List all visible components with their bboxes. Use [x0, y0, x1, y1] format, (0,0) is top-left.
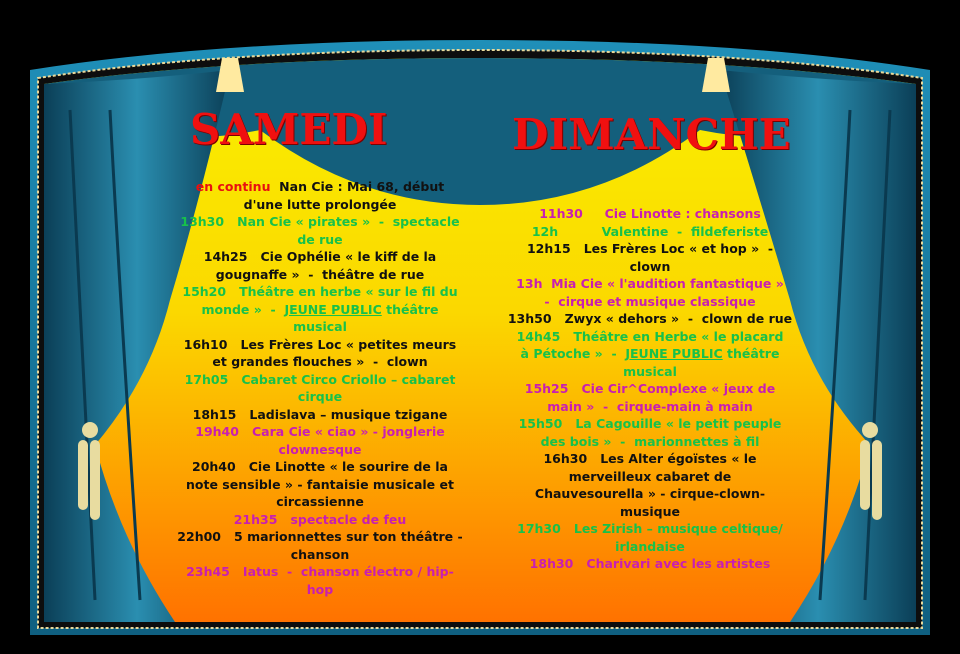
schedule-line: 13h50 Zwyx « dehors » - clown de rue: [507, 311, 793, 326]
schedule-line: [170, 301, 470, 319]
schedule-line: hop: [306, 581, 334, 597]
schedule-line: chanson: [290, 546, 350, 562]
schedule-line: 16h30 Les Alter égoïstes « le: [543, 451, 757, 466]
schedule-line-part: monde » -: [201, 301, 285, 317]
schedule-line: 14h25 Cie Ophélie « le kiff de la: [203, 249, 437, 264]
sunday-schedule: [490, 205, 810, 573]
schedule-line: musical: [623, 363, 677, 379]
saturday-title: SAMEDI: [190, 105, 388, 154]
schedule-line: musique: [620, 503, 680, 519]
schedule-line: 14h45 Théâtre en Herbe « le placard: [516, 328, 784, 344]
schedule-line: des bois » - marionnettes à fil: [540, 433, 760, 449]
schedule-line: [490, 345, 810, 363]
schedule-line: cirque: [297, 389, 343, 404]
schedule-line: 17h30 Les Zirish – musique celtique/: [517, 521, 783, 536]
schedule-line-part: à Pétoche » -: [520, 346, 626, 361]
schedule-line: 15h50 La Cagouille « le petit peuple: [518, 416, 782, 431]
schedule-line: 22h00 5 marionnettes sur ton théâtre -: [177, 529, 463, 544]
schedule-line: de rue: [297, 231, 343, 247]
schedule-line: - cirque et musique classique: [544, 293, 756, 309]
schedule-line: irlandaise: [615, 538, 685, 554]
schedule-line: note sensible » - fantaisie musicale et: [186, 476, 454, 492]
schedule-line: circassienne: [276, 494, 364, 509]
schedule-line: 15h25 Cie Cir^Complexe « jeux de: [524, 381, 776, 396]
schedule-line: 12h Valentine - fildeferiste: [531, 223, 769, 239]
schedule-line-part: JEUNE PUBLIC: [625, 346, 723, 361]
schedule-line: 17h05 Cabaret Circo Criollo – cabaret: [184, 371, 456, 387]
saturday-schedule: [170, 178, 470, 598]
schedule-line: main » - cirque-main à main: [547, 398, 753, 414]
schedule-line-part: Nan Cie : Mai 68, début: [270, 179, 445, 194]
schedule-line: 20h40 Cie Linotte « le sourire de la: [192, 459, 448, 474]
schedule-line: 11h30 Cie Linotte : chansons: [539, 206, 761, 221]
schedule-line: clownesque: [278, 441, 362, 457]
schedule-line: 13h Mia Cie « l'audition fantastique »: [516, 276, 784, 291]
schedule-line: et grandes flouches » - clown: [212, 354, 428, 369]
schedule-line: Chauvesourella » - cirque-clown-: [534, 486, 766, 501]
schedule-line: gougnaffe » - théâtre de rue: [215, 266, 425, 282]
schedule-line: merveilleux cabaret de: [568, 468, 732, 484]
schedule-line: 19h40 Cara Cie « ciao » - jonglerie: [195, 424, 445, 439]
schedule-line: 23h45 Iatus - chanson électro / hip-: [186, 564, 454, 579]
schedule-line-part: en continu: [195, 179, 271, 194]
schedule-line: clown: [629, 258, 671, 274]
schedule-line-part: théâtre: [722, 346, 780, 361]
schedule-line-part: JEUNE PUBLIC: [284, 301, 382, 317]
schedule-line: 18h30 Charivari avec les artistes: [529, 556, 771, 571]
schedule-line: 13h30 Nan Cie « pirates » - spectacle: [180, 214, 460, 229]
sunday-title: DIMANCHE: [512, 110, 791, 159]
schedule-line: 15h20 Théâtre en herbe « sur le fil du: [182, 284, 458, 299]
schedule-line: d'une lutte prolongée: [243, 196, 397, 212]
schedule-line: 16h10 Les Frères Loc « petites meurs: [183, 336, 457, 352]
schedule-line: 21h35 spectacle de feu: [233, 511, 407, 527]
schedule-line-part: théâtre: [381, 301, 439, 317]
schedule-line: musical: [293, 319, 347, 334]
schedule-line: 18h15 Ladislava – musique tzigane: [192, 406, 448, 422]
schedule-line: [170, 178, 470, 196]
schedule-line: 12h15 Les Frères Loc « et hop » -: [526, 241, 774, 256]
